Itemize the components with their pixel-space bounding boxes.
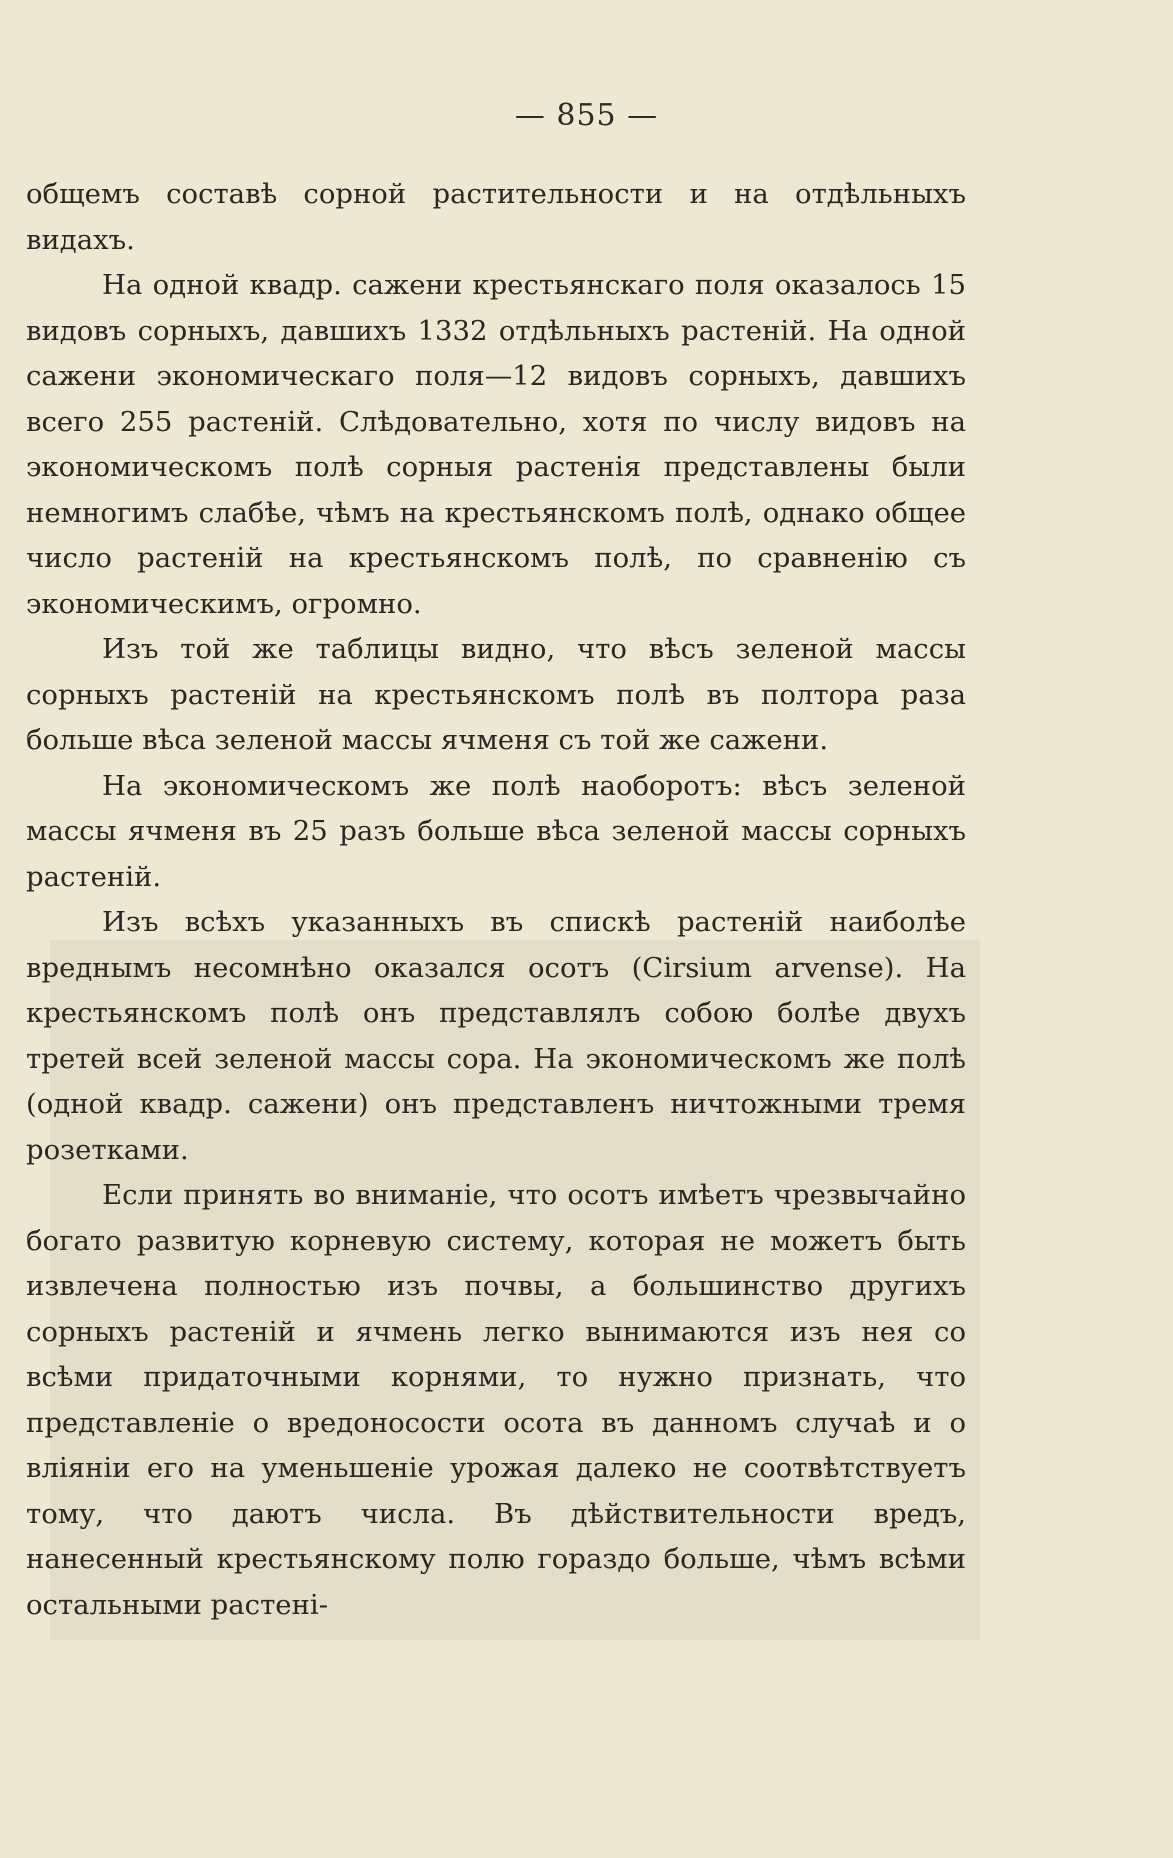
body-text (26, 172, 966, 1628)
paragraph-4: На экономическомъ же полѣ наоборотъ: вѣсъ зеленой массы ячменя въ 25 разъ больше вѣса зеленой массы сорныхъ растеній. (26, 769, 966, 893)
paragraph-1: общемъ составѣ сорной растительности и на отдѣльныхъ видахъ. (26, 178, 966, 256)
paragraph-5: Изъ всѣхъ указанныхъ въ спискѣ растеній наиболѣе вреднымъ несомнѣно оказался осотъ (Cirsium arvense). На крестьянскомъ полѣ онъ представлялъ собою болѣе двухъ третей всей зеленой массы сора. На экономическомъ же полѣ (одной квадр. сажени) онъ представленъ ничтожными тремя розетками. (26, 906, 966, 1166)
paragraph-3: Изъ той же таблицы видно, что вѣсъ зеленой массы сорныхъ растеній на крестьянскомъ полѣ въ полтора раза больше вѣса зеленой массы ячменя съ той же сажени. (26, 633, 966, 756)
page-number: — 855 — (514, 98, 659, 133)
paragraph-6: Если принять во вниманіе, что осотъ имѣетъ чрезвычайно богато развитую корневую систему, которая не можетъ быть извлечена полностью изъ почвы, а большинство другихъ сорныхъ растеній и ячмень легко вынимаются изъ нея со всѣми придаточными корнями, то нужно признать, что представленіе о вредоносости осота въ данномъ случаѣ и о вліяніи его на уменьшеніе урожая далеко не соотвѣтствуетъ тому, что даютъ числа. Въ дѣйствительности вредъ, нанесенный крестьянскому полю гораздо больше, чѣмъ всѣми остальными растені- (26, 1179, 966, 1621)
paragraph-2: На одной квадр. сажени крестьянскаго поля оказалось 15 видовъ сорныхъ, давшихъ 1332 отдѣльныхъ растеній. На одной сажени экономическаго поля—12 видовъ сорныхъ, давшихъ всего 255 растеній. Слѣдовательно, хотя по числу видовъ на экономическомъ полѣ сорныя растенія представлены были немногимъ слабѣе, чѣмъ на крестьянскомъ полѣ, однако общее число растеній на крестьянскомъ полѣ, по сравненію съ экономическимъ, огромно. (26, 269, 966, 620)
